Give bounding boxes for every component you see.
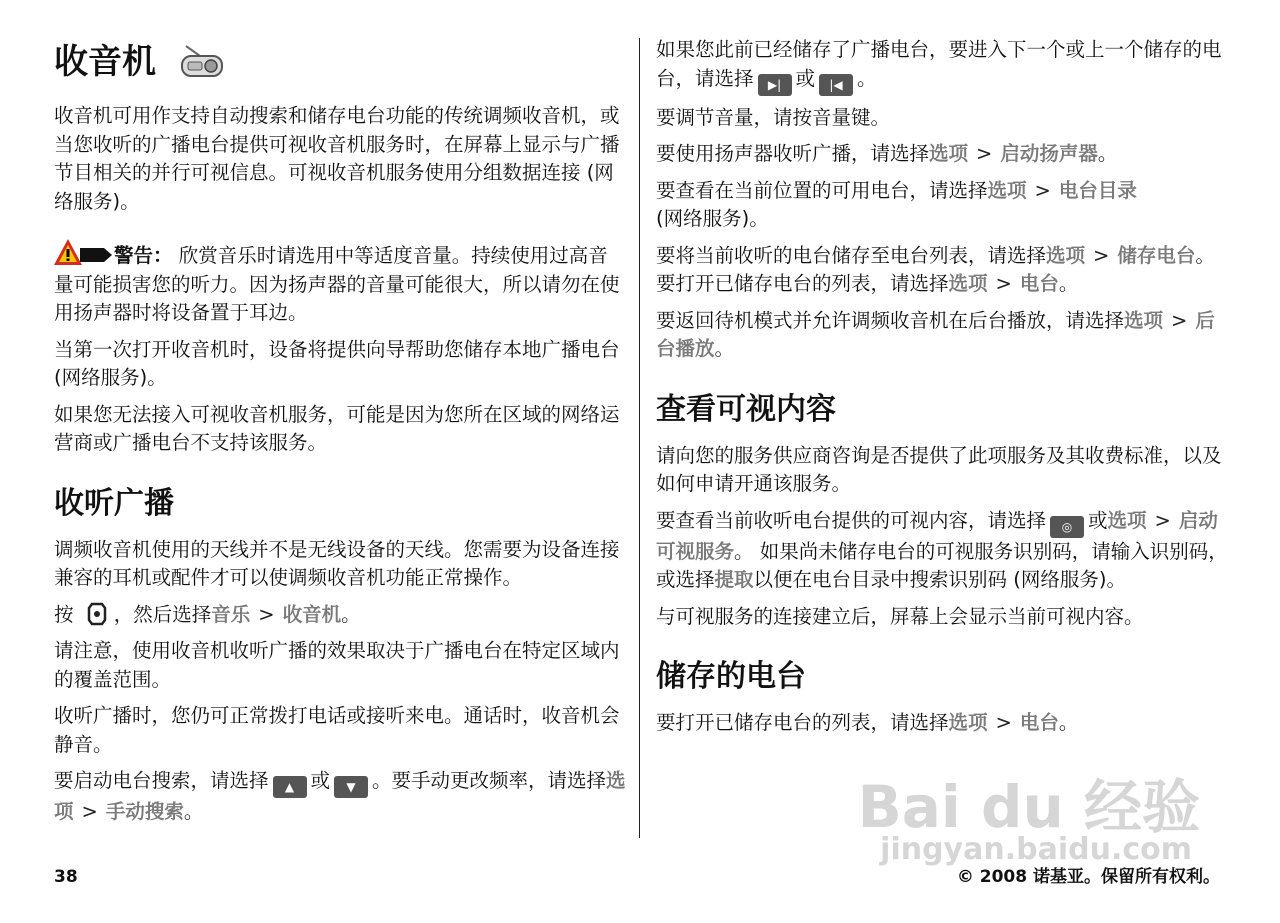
link-options[interactable]: 选项 [1046, 243, 1086, 267]
vis-mid: 。 如果尚未储存电台的可视服务识别码，请输入识别码，或选择 [656, 539, 1228, 591]
separator: > [995, 711, 1012, 734]
store-mid: 。要打开已储存电台的列表，请选择 [656, 243, 1215, 295]
link-station-directory[interactable]: 电台目录 [1058, 178, 1137, 202]
separator: > [976, 142, 993, 165]
separator: > [1034, 178, 1051, 202]
open-saved-paragraph [656, 709, 1230, 738]
press-text: 按 [54, 602, 74, 626]
call-paragraph: 收听广播时，您仍可正常拨打电话或接听来电。通话时，收音机会静音。 [54, 704, 620, 756]
page-title [54, 40, 626, 84]
press-mid-text: ，然后选择 [113, 602, 212, 626]
separator: > [995, 272, 1012, 295]
warning-paragraph [54, 238, 626, 328]
watermark-logo: Bai du 经验 [857, 773, 1200, 841]
section-visual-heading: 查看可视内容 [656, 391, 836, 427]
link-options[interactable]: 选项 [1107, 508, 1147, 532]
background-paragraph [656, 307, 1230, 364]
search-end: 。 [183, 800, 204, 823]
column-divider [639, 38, 640, 838]
section-saved-heading: 储存的电台 [656, 659, 806, 694]
visual-radio-key-icon: ◎ [1050, 516, 1084, 538]
bg-pre: 要返回待机模式并允许调频收音机在后台播放，请选择 [656, 308, 1125, 332]
scroll-down-key-icon: ▼ [334, 776, 368, 798]
first-open-paragraph: 当第一次打开收音机时，设备将提供向导帮助您储存本地广播电台 (网络服务)。 [54, 337, 620, 389]
open-end: 。 [1058, 711, 1079, 734]
intro-paragraph: 收音机可用作支持自动搜索和储存电台功能的传统调频收音机，或当您收听的广播电台提供可视收音机服务时，在屏幕上显示与广播节目相关的并行可视信息。可视收音机服务使用分组数据连接 (网络服务)。 [54, 104, 620, 213]
ask-provider-paragraph: 请向您的服务供应商咨询是否提供了此项服务及其收费标准，以及如何申请开通该服务。 [656, 443, 1222, 495]
search-post: 。要手动更改频率，请选择 [372, 769, 607, 792]
spk-pre: 要使用扬声器收听广播，请选择 [656, 142, 930, 165]
separator: > [81, 800, 98, 823]
link-activate-speaker[interactable]: 启动扬声器 [1000, 142, 1098, 165]
store-pre: 要将当前收听的电台储存至电台列表，请选择 [656, 243, 1047, 267]
left-column [54, 34, 626, 835]
vis-or: 或 [1088, 508, 1108, 532]
link-options[interactable]: 选项 [987, 178, 1027, 202]
warning-label: 警告： [114, 244, 173, 267]
page-title-text: 收音机 [54, 42, 156, 82]
press-menu-paragraph [54, 601, 626, 630]
press-end: 。 [341, 602, 361, 626]
antenna-paragraph: 调频收音机使用的天线并不是无线设备的天线。您需要为设备连接兼容的耳机或配件才可以使调频收音机功能正常操作。 [54, 537, 620, 589]
cannot-access-paragraph: 如果您无法接入可视收音机服务，可能是因为您所在区域的网络运营商或广播电台不支持该服务。 [54, 402, 620, 454]
link-options[interactable]: 选项 [54, 769, 626, 823]
separator: > [1171, 308, 1188, 332]
speaker-paragraph [656, 140, 1230, 169]
link-options[interactable]: 选项 [929, 142, 969, 165]
separator: > [1154, 508, 1171, 532]
vis-pre: 要查看当前收听电台提供的可视内容，请选择 [656, 508, 1047, 532]
link-start-visual-service[interactable]: 启动可视服务 [656, 508, 1218, 563]
store-paragraph [656, 242, 1230, 299]
warning-text: 欣赏音乐时请选用中等适度音量。持续使用过高音量可能损害您的听力。因为扬声器的音量可能很大，所以请勿在使用扬声器时将设备置于耳边。 [54, 244, 620, 324]
separator: > [258, 602, 275, 626]
visual-content-paragraph [656, 507, 1230, 595]
store-end: 。 [1058, 272, 1079, 295]
prev-station-icon: |◀ [819, 74, 853, 96]
open-pre: 要打开已储存电台的列表，请选择 [656, 711, 949, 734]
vis-end: 以便在电台目录中搜索识别码 (网络服务)。 [753, 568, 1126, 591]
saved-end: 。 [857, 66, 877, 90]
volume-paragraph: 要调节音量，请按音量键。 [656, 105, 891, 129]
saved-stations-paragraph [656, 36, 1230, 96]
right-column [656, 36, 1230, 746]
link-options[interactable]: 选项 [948, 711, 988, 734]
section-listen-heading: 收听广播 [54, 485, 174, 521]
copyright: © 2008 诺基亚。保留所有权利。 [956, 867, 1220, 887]
link-music[interactable]: 音乐 [211, 602, 251, 626]
spk-end: 。 [1097, 142, 1118, 165]
saved-pre: 如果您此前已经储存了广播电台，要进入下一个或上一个储存的电台，请选择 [656, 38, 1222, 90]
watermark-url: jingyan.baidu.com [880, 832, 1192, 867]
page-number: 38 [54, 867, 78, 887]
link-manual-search[interactable]: 手动搜索 [105, 800, 184, 823]
search-or: 或 [310, 769, 331, 792]
saved-or: 或 [795, 66, 816, 90]
dir-end: (网络服务)。 [656, 207, 769, 230]
search-pre: 要启动电台搜索，请选择 [54, 769, 269, 792]
next-station-icon: ▶| [758, 74, 792, 96]
directory-paragraph [656, 177, 1230, 234]
warning-icon [54, 238, 114, 266]
link-fetch[interactable]: 提取 [714, 568, 754, 591]
dir-pre: 要查看在当前位置的可用电台，请选择 [656, 178, 988, 202]
connected-paragraph: 与可视服务的连接建立后，屏幕上会显示当前可视内容。 [656, 604, 1144, 628]
link-save-station[interactable]: 储存电台 [1117, 243, 1196, 267]
link-radio[interactable]: 收音机 [282, 602, 342, 626]
link-play-background[interactable]: 后台播放 [656, 308, 1215, 360]
separator: > [1093, 243, 1110, 267]
scroll-up-key-icon: ▲ [273, 776, 307, 798]
menu-key-icon [84, 601, 110, 627]
coverage-note-paragraph: 请注意，使用收音机收听广播的效果取决于广播电台在特定区域内的覆盖范围。 [54, 639, 620, 691]
bg-end: 。 [714, 337, 735, 360]
link-stations[interactable]: 电台 [1019, 711, 1059, 734]
link-options[interactable]: 选项 [1124, 308, 1164, 332]
search-paragraph [54, 767, 626, 827]
link-options-2[interactable]: 选项 [948, 272, 988, 295]
radio-icon [178, 42, 226, 82]
link-stations[interactable]: 电台 [1019, 272, 1059, 295]
